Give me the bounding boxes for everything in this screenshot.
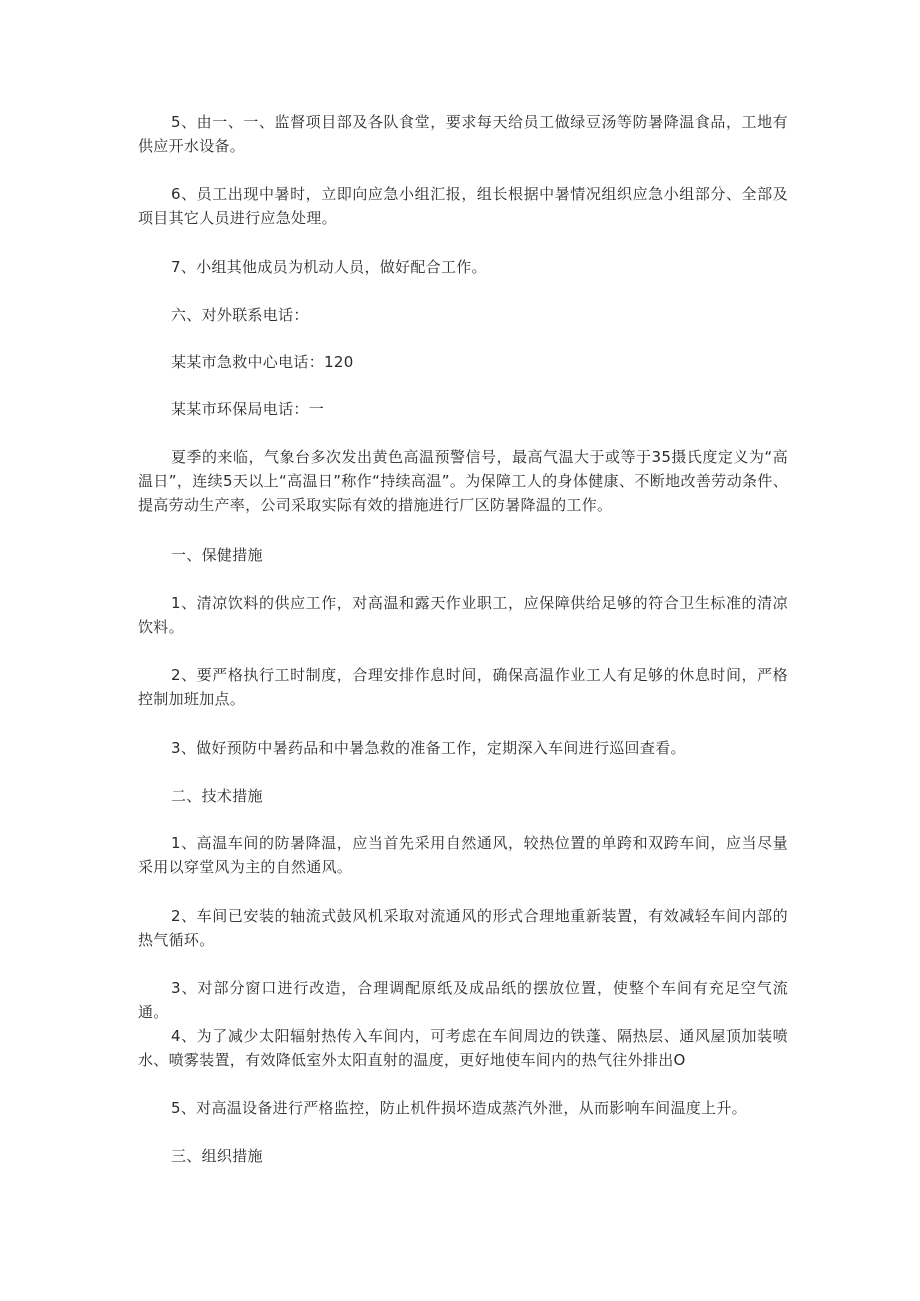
contact-environmental-bureau: 某某市环保局电话：一: [171, 400, 325, 418]
paragraph-working-hours: 2、要严格执行工时制度，合理安排作息时间，确保高温作业工人有足够的休息时间，严格控制加班加点。: [138, 666, 788, 708]
heading-technical-measures: 二、技术措施: [171, 787, 263, 805]
heading-external-contacts: 六、对外联系电话：: [171, 306, 309, 324]
paragraph-medicine-prep: 3、做好预防中暑药品和中暑急救的准备工作，定期深入车间进行巡回查看。: [171, 739, 686, 757]
contact-emergency-center: 某某市急救中心电话：120: [171, 353, 354, 371]
paragraph-heatstroke-report: 6、员工出现中暑时，立即向应急小组汇报，组长根据中暑情况组织应急小组部分、全部及项目其它人员进行应急处理。: [138, 185, 788, 227]
paragraph-window-renovation: 3、对部分窗口进行改造，合理调配原纸及成品纸的摆放位置，使整个车间有充足空气流通。: [138, 979, 788, 1021]
paragraph-canteen-supervision: 5、由一、一、监督项目部及各队食堂，要求每天给员工做绿豆汤等防暑降温食品，工地有供应开水设备。: [138, 113, 788, 155]
heading-health-measures: 一、保健措施: [171, 546, 263, 564]
paragraph-solar-radiation: 4、为了减少太阳辐射热传入车间内，可考虑在车间周边的铁蓬、隔热层、通风屋顶加装喷水、喷雾装置，有效降低室外太阳直射的温度，更好地使车间内的热气往外排出O: [138, 1027, 788, 1069]
paragraph-summer-intro: 夏季的来临，气象台多次发出黄色高温预警信号，最高气温大于或等于35摄氏度定义为“高温日”，连续5天以上“高温日”称作“持续高温”。为保障工人的身体健康、不断地改善劳动条件、提高劳动生产率，公司采取实际有效的措施进行厂区防暑降温的工作。: [138, 448, 788, 514]
paragraph-cool-drinks: 1、清凉饮料的供应工作，对高温和露天作业职工，应保障供给足够的符合卫生标准的清凉饮料。: [138, 594, 788, 636]
paragraph-natural-ventilation: 1、高温车间的防暑降温，应当首先采用自然通风，较热位置的单跨和双跨车间，应当尽量采用以穿堂风为主的自然通风。: [138, 834, 788, 876]
paragraph-equipment-monitoring: 5、对高温设备进行严格监控，防止机件损坏造成蒸汽外泄，从而影响车间温度上升。: [171, 1099, 747, 1117]
heading-organizational-measures: 三、组织措施: [171, 1147, 263, 1165]
paragraph-standby-members: 7、小组其他成员为机动人员，做好配合工作。: [171, 258, 487, 276]
paragraph-axial-fans: 2、车间已安装的轴流式鼓风机采取对流通风的形式合理地重新装置，有效减轻车间内部的热气循环。: [138, 907, 788, 949]
